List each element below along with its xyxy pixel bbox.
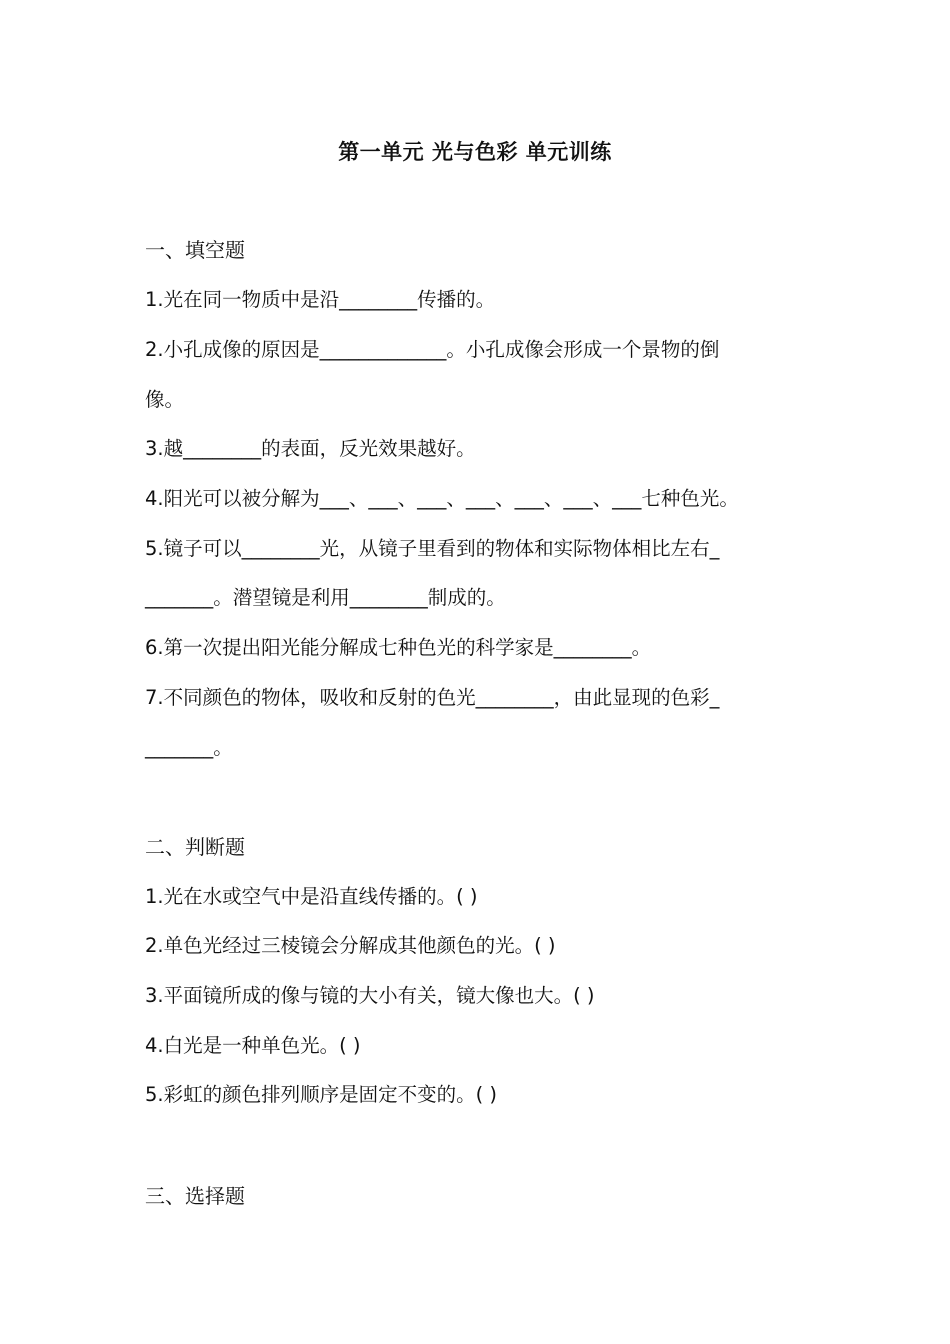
section-heading-fill-blank: 一、填空题 [145, 238, 245, 262]
question-line: 7.不同颜色的物体，吸收和反射的色光________，由此显现的色彩_ [145, 686, 720, 709]
question-line: 6.第一次提出阳光能分解成七种色光的科学家是________。 [145, 636, 652, 659]
section-heading-true-false: 二、判断题 [145, 835, 245, 859]
question-line: 5.彩虹的颜色排列顺序是固定不变的。( ) [145, 1083, 498, 1106]
question-line: 4.白光是一种单色光。( ) [145, 1034, 361, 1057]
question-line: 4.阳光可以被分解为___、___、___、___、___、___、___七种色光。 [145, 487, 739, 510]
question-line: 2.小孔成像的原因是_____________。小孔成像会形成一个景物的倒 [145, 338, 720, 361]
question-line-continuation: _______。潜望镜是利用________制成的。 [145, 586, 506, 609]
question-line: 3.越________的表面，反光效果越好。 [145, 437, 476, 460]
question-line: 3.平面镜所成的像与镜的大小有关，镜大像也大。( ) [145, 984, 595, 1007]
question-line: 5.镜子可以________光，从镜子里看到的物体和实际物体相比左右_ [145, 537, 720, 560]
document-title: 第一单元 光与色彩 单元训练 [338, 140, 612, 164]
question-line: 1.光在水或空气中是沿直线传播的。( ) [145, 885, 478, 908]
question-line: 2.单色光经过三棱镜会分解成其他颜色的光。( ) [145, 934, 556, 957]
question-line: 1.光在同一物质中是沿________传播的。 [145, 288, 496, 311]
question-line-continuation: 像。 [145, 388, 185, 411]
section-heading-multiple-choice: 三、选择题 [145, 1184, 245, 1208]
question-line-continuation: _______。 [145, 736, 233, 759]
